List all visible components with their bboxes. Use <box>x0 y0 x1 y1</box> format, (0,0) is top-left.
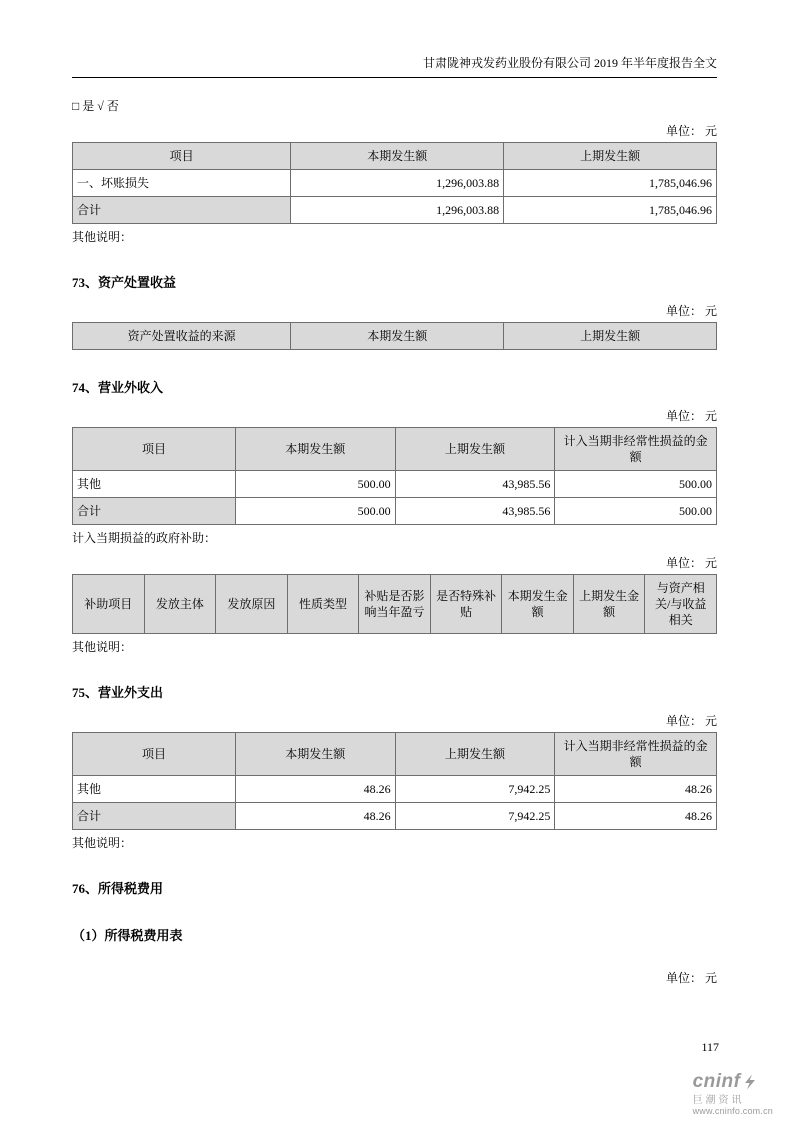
column-header: 本期发生额 <box>291 143 504 170</box>
page-number: 117 <box>701 1040 719 1054</box>
cninfo-logo <box>693 1072 773 1117</box>
total-row <box>73 498 717 525</box>
column-header: 项目 <box>73 143 291 170</box>
yes-no-line: □ 是 √ 否 <box>72 99 119 113</box>
nonrecurring-amount: 48.26 <box>555 776 717 803</box>
unit-label: 单位： 元 <box>665 409 717 423</box>
government-subsidy-table <box>72 574 717 634</box>
current-amount: 48.26 <box>235 776 395 803</box>
column-header: 上期发生额 <box>395 733 555 776</box>
unit-label: 单位： 元 <box>665 304 717 318</box>
current-amount: 500.00 <box>235 471 395 498</box>
prior-amount: 43,985.56 <box>395 471 555 498</box>
prior-amount: 7,942.25 <box>395 803 555 830</box>
section-74-heading: 74、营业外收入 <box>72 380 164 395</box>
row-label: 合计 <box>73 498 236 525</box>
current-amount: 1,296,003.88 <box>291 197 504 224</box>
column-header: 补贴是否影响当年盈亏 <box>359 575 431 634</box>
nonrecurring-amount: 500.00 <box>555 471 717 498</box>
current-amount: 48.26 <box>235 803 395 830</box>
section-76-heading: 76、所得税费用 <box>72 881 164 896</box>
column-header: 计入当期非经常性损益的金额 <box>555 733 717 776</box>
cninfo-logo-url: www.cninfo.com.cn <box>692 1105 773 1116</box>
column-header: 本期发生额 <box>235 733 395 776</box>
column-header: 计入当期非经常性损益的金额 <box>555 428 717 471</box>
section-76-sub-heading: （1）所得税费用表 <box>72 928 183 943</box>
column-header: 性质类型 <box>287 575 359 634</box>
column-header: 补助项目 <box>73 575 145 634</box>
other-notes-label: 其他说明： <box>72 230 133 244</box>
column-header: 资产处置收益的来源 <box>73 323 291 350</box>
table-row <box>73 170 717 197</box>
section-75-heading: 75、营业外支出 <box>72 685 164 700</box>
column-header: 本期发生额 <box>235 428 395 471</box>
current-amount: 500.00 <box>235 498 395 525</box>
current-amount: 1,296,003.88 <box>291 170 504 197</box>
total-row <box>73 197 717 224</box>
prior-amount: 43,985.56 <box>395 498 555 525</box>
bad-debt-loss-table <box>72 142 717 224</box>
document-title: 甘肃陇神戎发药业股份有限公司 2019 年半年度报告全文 <box>422 56 717 70</box>
row-label: 其他 <box>73 471 236 498</box>
column-header: 发放原因 <box>216 575 288 634</box>
cninfo-logo-text: cninf <box>692 1071 741 1092</box>
column-header: 上期发生额 <box>395 428 555 471</box>
row-label: 合计 <box>73 197 291 224</box>
column-header: 项目 <box>73 428 236 471</box>
cninfo-logo-caption: 巨潮资讯 <box>692 1094 745 1106</box>
prior-amount: 7,942.25 <box>395 776 555 803</box>
table-row <box>73 776 717 803</box>
row-label: 一、坏账损失 <box>73 170 291 197</box>
non-operating-income-table <box>72 427 717 525</box>
table-row <box>73 471 717 498</box>
cninfo-logo-top <box>693 1072 773 1093</box>
nonrecurring-amount: 48.26 <box>555 803 717 830</box>
header-row <box>73 143 717 170</box>
column-header: 上期发生额 <box>504 143 717 170</box>
header-row <box>73 575 717 634</box>
header-row <box>73 733 717 776</box>
section-73-heading: 73、资产处置收益 <box>72 275 177 290</box>
document-header <box>72 56 717 78</box>
unit-label: 单位： 元 <box>665 714 717 728</box>
column-header: 是否特殊补贴 <box>430 575 502 634</box>
column-header: 本期发生金额 <box>502 575 574 634</box>
header-row <box>73 323 717 350</box>
header-row <box>73 428 717 471</box>
column-header: 上期发生金额 <box>573 575 645 634</box>
nonrecurring-amount: 500.00 <box>555 498 717 525</box>
gov-subsidy-note: 计入当期损益的政府补助： <box>72 531 217 545</box>
asset-disposal-table <box>72 322 717 350</box>
unit-label: 单位： 元 <box>665 971 717 985</box>
row-label: 其他 <box>73 776 236 803</box>
page-content <box>72 0 717 986</box>
total-row <box>73 803 717 830</box>
column-header: 本期发生额 <box>291 323 504 350</box>
unit-label: 单位： 元 <box>665 556 717 570</box>
unit-label: 单位： 元 <box>665 124 717 138</box>
non-operating-expense-table <box>72 732 717 830</box>
column-header: 上期发生额 <box>504 323 717 350</box>
column-header: 与资产相关/与收益相关 <box>645 575 717 634</box>
other-notes-label: 其他说明： <box>72 640 133 654</box>
cninfo-lightning-icon <box>742 1074 758 1090</box>
prior-amount: 1,785,046.96 <box>504 170 717 197</box>
column-header: 发放主体 <box>144 575 216 634</box>
other-notes-label: 其他说明： <box>72 836 133 850</box>
column-header: 项目 <box>73 733 236 776</box>
row-label: 合计 <box>73 803 236 830</box>
prior-amount: 1,785,046.96 <box>504 197 717 224</box>
